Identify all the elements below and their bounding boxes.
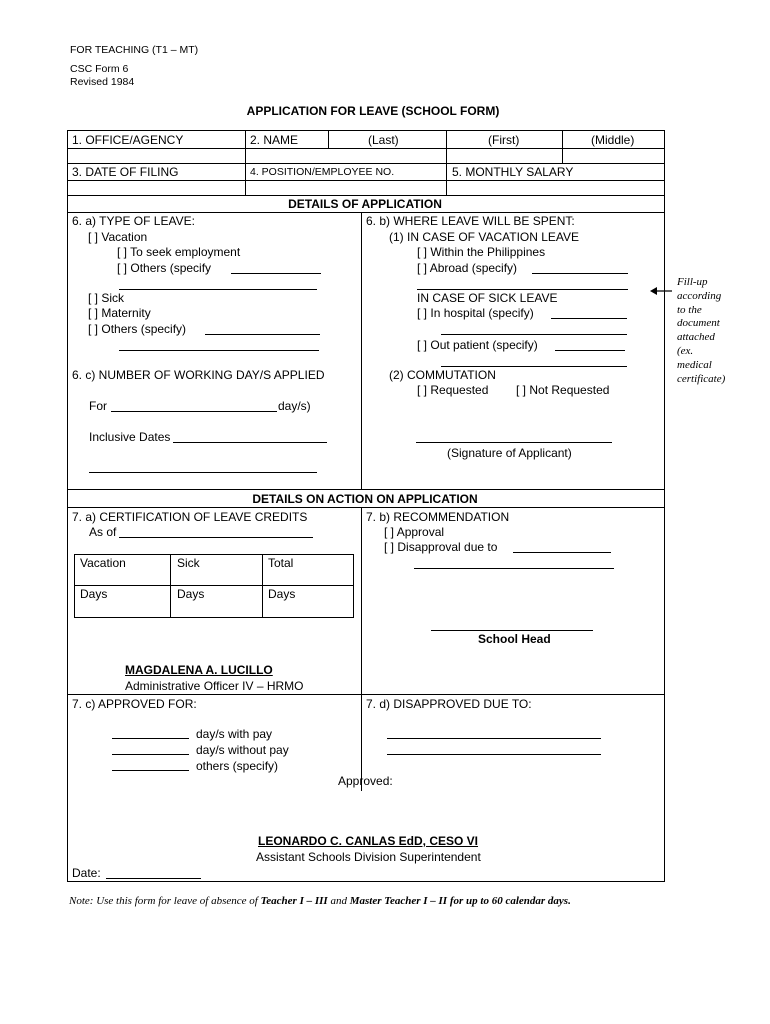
side-note-line: attached — [677, 331, 715, 344]
side-note-line: Fill-up — [677, 276, 708, 288]
position-label: 4. POSITION/EMPLOYEE NO. — [250, 166, 395, 178]
credit-days-sick[interactable]: Days — [177, 587, 205, 601]
days-field[interactable] — [111, 411, 277, 412]
vacation-others-field-2[interactable] — [119, 289, 317, 290]
side-note-line: document — [677, 317, 720, 330]
sick-checkbox[interactable]: [ ] Sick — [88, 291, 125, 305]
type-of-leave-heading: 6. a) TYPE OF LEAVE: — [72, 214, 195, 228]
name-label: 2. NAME — [250, 133, 299, 147]
vacation-others-checkbox[interactable]: [ ] Others (specify — [117, 261, 212, 275]
abroad-field-2[interactable] — [417, 289, 628, 290]
monthly-salary-label: 5. MONTHLY SALARY — [452, 165, 574, 179]
with-pay-label: day/s with pay — [196, 727, 273, 741]
seek-employment-checkbox[interactable]: [ ] To seek employment — [117, 245, 241, 259]
footer-note: Note: Use this form for leave of absence of Teacher I – III and Master Teacher I – II for up to 60 calendar days. — [69, 895, 571, 907]
superintendent-title: Assistant Schools Division Superintendent — [256, 850, 481, 864]
others-field[interactable] — [112, 770, 189, 771]
case-sick-label: IN CASE OF SICK LEAVE — [417, 291, 558, 305]
in-hospital-field[interactable] — [551, 318, 627, 319]
working-days-label: 6. c) NUMBER OF WORKING DAY/S APPLIED — [72, 368, 325, 382]
side-note-line: to the — [677, 303, 702, 316]
recommendation-heading: 7. b) RECOMMENDATION — [366, 510, 510, 524]
disapproval-reason-field[interactable] — [513, 552, 611, 553]
without-pay-label: day/s without pay — [196, 743, 289, 757]
as-of-field[interactable] — [119, 537, 313, 538]
with-pay-field[interactable] — [112, 738, 189, 739]
inclusive-dates-label: Inclusive Dates — [89, 430, 171, 444]
sick-others-field-2[interactable] — [119, 350, 319, 351]
not-requested-checkbox[interactable]: [ ] Not Requested — [516, 383, 610, 397]
date-field[interactable] — [106, 878, 201, 879]
approval-checkbox[interactable]: [ ] Approval — [384, 525, 445, 539]
vacation-checkbox[interactable]: [ ] Vacation — [88, 230, 148, 244]
inclusive-dates-field-2[interactable] — [89, 472, 317, 473]
in-hospital-field-2[interactable] — [441, 334, 627, 335]
case-vacation-label: (1) IN CASE OF VACATION LEAVE — [389, 230, 580, 244]
side-note-line: certificate) — [677, 372, 726, 385]
disapproval-checkbox[interactable]: [ ] Disapproval due to — [384, 540, 498, 554]
action-heading: DETAILS ON ACTION ON APPLICATION — [252, 492, 478, 506]
hrmo-officer-name: MAGDALENA A. LUCILLO — [125, 663, 273, 677]
side-note-line: according — [677, 289, 722, 302]
abroad-field[interactable] — [532, 273, 628, 274]
signature-field[interactable] — [416, 442, 612, 443]
credit-header-sick: Sick — [177, 556, 200, 570]
vacation-others-field[interactable] — [231, 273, 321, 274]
sick-others-checkbox[interactable]: [ ] Others (specify) — [88, 322, 187, 336]
others-label: others (specify) — [196, 759, 279, 773]
middle-name-label: (Middle) — [591, 133, 635, 147]
school-head-signature-field[interactable] — [431, 630, 593, 631]
credit-days-total[interactable]: Days — [268, 587, 296, 601]
credit-header-total: Total — [268, 556, 294, 570]
office-agency-label: 1. OFFICE/AGENCY — [72, 133, 184, 147]
out-patient-checkbox[interactable]: [ ] Out patient (specify) — [417, 338, 538, 352]
certification-heading: 7. a) CERTIFICATION OF LEAVE CREDITS — [72, 510, 308, 524]
inclusive-dates-field[interactable] — [173, 442, 327, 443]
hrmo-officer-title: Administrative Officer IV – HRMO — [125, 679, 304, 693]
form-number: CSC Form 6 — [70, 63, 129, 75]
details-heading: DETAILS OF APPLICATION — [288, 197, 442, 211]
first-name-label: (First) — [488, 133, 520, 147]
for-teaching-label: FOR TEACHING (T1 – MT) — [70, 44, 199, 56]
out-patient-field-2[interactable] — [441, 366, 627, 367]
disapproved-heading: 7. d) DISAPPROVED DUE TO: — [366, 697, 532, 711]
disapproval-reason-field-2[interactable] — [414, 568, 614, 569]
side-note — [677, 276, 725, 386]
superintendent-name: LEONARDO C. CANLAS EdD, CESO VI — [258, 834, 479, 848]
for-label: For — [89, 399, 107, 413]
sick-others-field[interactable] — [205, 334, 320, 335]
abroad-checkbox[interactable]: [ ] Abroad (specify) — [417, 261, 518, 275]
last-name-label: (Last) — [368, 133, 399, 147]
out-patient-field[interactable] — [555, 350, 625, 351]
side-note-line: (ex. — [677, 344, 694, 357]
where-spent-heading: 6. b) WHERE LEAVE WILL BE SPENT: — [366, 214, 575, 228]
days-label: day/s) — [278, 399, 311, 413]
revised-date: Revised 1984 — [70, 76, 135, 88]
school-head-label: School Head — [478, 632, 551, 646]
approved-label: Approved: — [338, 774, 393, 788]
within-philippines-checkbox[interactable]: [ ] Within the Philippines — [417, 245, 546, 259]
signature-label: (Signature of Applicant) — [447, 446, 572, 460]
date-of-filing-label: 3. DATE OF FILING — [72, 165, 179, 179]
date-label: Date: — [72, 866, 101, 880]
as-of-label: As of — [89, 525, 117, 539]
credit-days-vacation[interactable]: Days — [80, 587, 108, 601]
requested-checkbox[interactable]: [ ] Requested — [417, 383, 489, 397]
disapproved-reason-field[interactable] — [387, 738, 601, 739]
credit-header-vacation: Vacation — [80, 556, 126, 570]
side-note-line: medical — [677, 358, 712, 371]
maternity-checkbox[interactable]: [ ] Maternity — [88, 306, 151, 320]
commutation-label: (2) COMMUTATION — [389, 368, 496, 382]
in-hospital-checkbox[interactable]: [ ] In hospital (specify) — [417, 306, 534, 320]
without-pay-field[interactable] — [112, 754, 189, 755]
page-title: APPLICATION FOR LEAVE (SCHOOL FORM) — [246, 104, 500, 118]
disapproved-reason-field-2[interactable] — [387, 754, 601, 755]
approved-for-heading: 7. c) APPROVED FOR: — [72, 697, 197, 711]
arrow-left-icon — [649, 285, 673, 297]
